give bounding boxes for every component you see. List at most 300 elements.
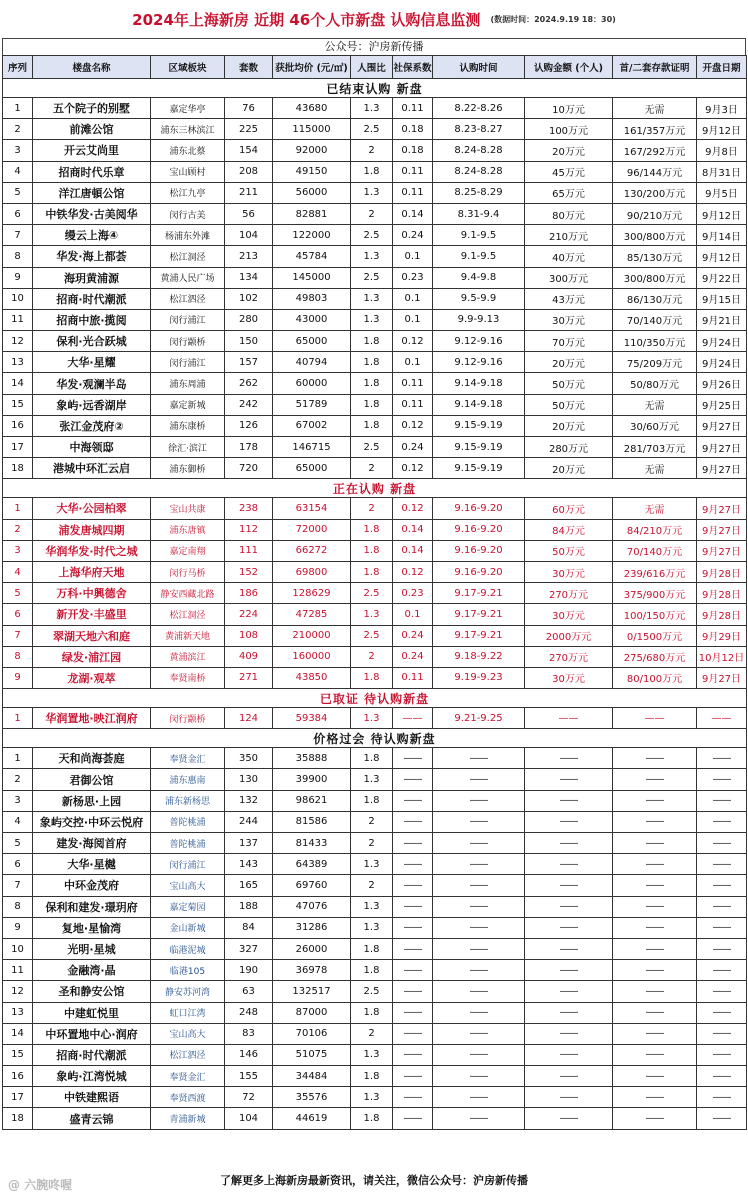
table-cell: 0.1 bbox=[393, 288, 433, 309]
table-cell: 1.8 bbox=[351, 1066, 393, 1087]
table-cell: 262 bbox=[225, 373, 273, 394]
table-cell: 翠湖天地六和庭 bbox=[33, 625, 151, 646]
table-cell: 36978 bbox=[273, 960, 351, 981]
table-cell: 157 bbox=[225, 352, 273, 373]
table-cell: 9月3日 bbox=[697, 98, 747, 119]
dash-cell: —— bbox=[697, 811, 747, 832]
table-cell: 6 bbox=[3, 604, 33, 625]
dash-cell: —— bbox=[433, 1066, 525, 1087]
table-cell: 1.3 bbox=[351, 708, 393, 729]
table-cell: 160000 bbox=[273, 646, 351, 667]
table-cell: 1.3 bbox=[351, 246, 393, 267]
table-cell: 244 bbox=[225, 811, 273, 832]
table-cell: 300/800万元 bbox=[613, 225, 697, 246]
table-cell: 闵行浦江 bbox=[151, 352, 225, 373]
table-row bbox=[3, 246, 747, 267]
dash-cell: —— bbox=[697, 917, 747, 938]
dash-cell: —— bbox=[697, 833, 747, 854]
dash-cell: —— bbox=[433, 960, 525, 981]
table-cell: 9月27日 bbox=[697, 458, 747, 479]
table-cell: 8.31-9.4 bbox=[433, 203, 525, 224]
dash-cell: —— bbox=[433, 938, 525, 959]
table-cell: 宝山高大 bbox=[151, 1023, 225, 1044]
table-cell: 82881 bbox=[273, 203, 351, 224]
table-row bbox=[3, 1087, 747, 1108]
table-cell: 35576 bbox=[273, 1087, 351, 1108]
table-cell: 松江九亭 bbox=[151, 182, 225, 203]
table-cell: 象屿·江湾悦城 bbox=[33, 1066, 151, 1087]
table-row bbox=[3, 769, 747, 790]
table-cell: 嘉定南翔 bbox=[151, 540, 225, 561]
table-cell: —— bbox=[525, 708, 613, 729]
table-cell: 17 bbox=[3, 1087, 33, 1108]
footer-note: 了解更多上海新房最新资讯，请关注，微信公众号：沪房新传播 bbox=[220, 1174, 528, 1187]
table-cell: 9 bbox=[3, 667, 33, 688]
table-cell: 4 bbox=[3, 561, 33, 582]
table-cell: 闵行马桥 bbox=[151, 561, 225, 582]
table-cell: 1.3 bbox=[351, 917, 393, 938]
table-cell: 154 bbox=[225, 140, 273, 161]
table-cell: 9 bbox=[3, 917, 33, 938]
table-cell: 招商·时代潮派 bbox=[33, 1044, 151, 1065]
table-cell: 18 bbox=[3, 458, 33, 479]
table-cell: 9月24日 bbox=[697, 352, 747, 373]
table-cell: 9.17-9.21 bbox=[433, 625, 525, 646]
table-cell: 9.16-9.20 bbox=[433, 540, 525, 561]
table-cell: 宝山顾村 bbox=[151, 161, 225, 182]
table-cell: 华发·海上都荟 bbox=[33, 246, 151, 267]
header-cell: 认购时间 bbox=[433, 56, 525, 79]
dash-cell: —— bbox=[697, 938, 747, 959]
table-cell: 178 bbox=[225, 437, 273, 458]
table-cell: 浦东三林滨江 bbox=[151, 119, 225, 140]
table-cell: 光明·星城 bbox=[33, 938, 151, 959]
dash-cell: —— bbox=[433, 981, 525, 1002]
table-cell: 30万元 bbox=[525, 667, 613, 688]
table-cell: 0.12 bbox=[393, 415, 433, 436]
table-cell: 12 bbox=[3, 981, 33, 1002]
table-cell: 72 bbox=[225, 1087, 273, 1108]
table-cell: 9.5-9.9 bbox=[433, 288, 525, 309]
section-title: 价格过会 待认购新盘 bbox=[3, 729, 747, 748]
header-cell: 开盘日期 bbox=[697, 56, 747, 79]
table-row bbox=[3, 98, 747, 119]
table-row bbox=[3, 352, 747, 373]
table-row bbox=[3, 917, 747, 938]
table-cell: —— bbox=[393, 708, 433, 729]
table-cell: 华润华发·时代之城 bbox=[33, 540, 151, 561]
table-cell: 70106 bbox=[273, 1023, 351, 1044]
dash-cell: —— bbox=[613, 833, 697, 854]
dash-cell: —— bbox=[433, 769, 525, 790]
dash-cell: —— bbox=[393, 938, 433, 959]
table-cell: 8.24-8.28 bbox=[433, 140, 525, 161]
table-cell: 145000 bbox=[273, 267, 351, 288]
table-cell: 8.23-8.27 bbox=[433, 119, 525, 140]
table-row bbox=[3, 203, 747, 224]
table-cell: 65000 bbox=[273, 458, 351, 479]
table-cell: 50/80万元 bbox=[613, 373, 697, 394]
dash-cell: —— bbox=[525, 748, 613, 769]
table-cell: 9.4-9.8 bbox=[433, 267, 525, 288]
table-row bbox=[3, 331, 747, 352]
table-cell: 1.3 bbox=[351, 182, 393, 203]
table-cell: 9月5日 bbox=[697, 182, 747, 203]
table-row bbox=[3, 519, 747, 540]
table-cell: 0.1 bbox=[393, 246, 433, 267]
table-cell: 208 bbox=[225, 161, 273, 182]
table-cell: 67002 bbox=[273, 415, 351, 436]
table-cell: 1.8 bbox=[351, 748, 393, 769]
dash-cell: —— bbox=[433, 1044, 525, 1065]
listing-table bbox=[2, 55, 747, 1130]
table-cell: 44619 bbox=[273, 1108, 351, 1129]
table-cell: 闵行颛桥 bbox=[151, 331, 225, 352]
dash-cell: —— bbox=[613, 1087, 697, 1108]
section-title: 已结束认购 新盘 bbox=[3, 79, 747, 98]
table-cell: 47076 bbox=[273, 896, 351, 917]
table-cell: 66272 bbox=[273, 540, 351, 561]
table-cell: 虹口江湾 bbox=[151, 1002, 225, 1023]
table-cell: 104 bbox=[225, 1108, 273, 1129]
table-cell: 8 bbox=[3, 646, 33, 667]
table-cell: 临港泥城 bbox=[151, 938, 225, 959]
table-row bbox=[3, 811, 747, 832]
table-cell: 15 bbox=[3, 394, 33, 415]
table-cell: 静安苏河湾 bbox=[151, 981, 225, 1002]
header-cell: 套数 bbox=[225, 56, 273, 79]
table-cell: 4 bbox=[3, 161, 33, 182]
table-cell: 211 bbox=[225, 182, 273, 203]
table-cell: 20万元 bbox=[525, 140, 613, 161]
table-cell: 闵行颛桥 bbox=[151, 708, 225, 729]
dash-cell: —— bbox=[613, 896, 697, 917]
dash-cell: —— bbox=[433, 790, 525, 811]
table-cell: 10万元 bbox=[525, 98, 613, 119]
table-cell: 150 bbox=[225, 331, 273, 352]
table-cell: 122000 bbox=[273, 225, 351, 246]
dash-cell: —— bbox=[525, 875, 613, 896]
dash-cell: —— bbox=[613, 811, 697, 832]
table-cell: 松江泗泾 bbox=[151, 288, 225, 309]
table-cell: 7 bbox=[3, 875, 33, 896]
section-header-row bbox=[3, 689, 747, 708]
dash-cell: —— bbox=[613, 938, 697, 959]
table-cell: 10 bbox=[3, 938, 33, 959]
table-cell: 8.22-8.26 bbox=[433, 98, 525, 119]
table-cell: 9.14-9.18 bbox=[433, 373, 525, 394]
dash-cell: —— bbox=[525, 1023, 613, 1044]
table-cell: 69760 bbox=[273, 875, 351, 896]
dash-cell: —— bbox=[393, 1044, 433, 1065]
table-row bbox=[3, 896, 747, 917]
table-cell: 100万元 bbox=[525, 119, 613, 140]
table-cell: 143 bbox=[225, 854, 273, 875]
table-cell: 98621 bbox=[273, 790, 351, 811]
table-cell: 杨浦东外滩 bbox=[151, 225, 225, 246]
table-cell: 248 bbox=[225, 1002, 273, 1023]
table-cell: 2.5 bbox=[351, 225, 393, 246]
table-cell: 9月27日 bbox=[697, 540, 747, 561]
table-cell: 86/130万元 bbox=[613, 288, 697, 309]
table-cell: 40万元 bbox=[525, 246, 613, 267]
table-cell: 20万元 bbox=[525, 352, 613, 373]
table-cell: 130/200万元 bbox=[613, 182, 697, 203]
table-cell: 浦东康桥 bbox=[151, 415, 225, 436]
table-cell: 3 bbox=[3, 140, 33, 161]
dash-cell: —— bbox=[697, 790, 747, 811]
table-cell: 300/800万元 bbox=[613, 267, 697, 288]
dash-cell: —— bbox=[613, 1066, 697, 1087]
table-cell: 0.24 bbox=[393, 625, 433, 646]
table-cell: 0.23 bbox=[393, 583, 433, 604]
table-cell: 409 bbox=[225, 646, 273, 667]
table-cell: 0.23 bbox=[393, 267, 433, 288]
table-cell: 圣和静安公馆 bbox=[33, 981, 151, 1002]
table-cell: 6 bbox=[3, 854, 33, 875]
table-cell: 浦东周浦 bbox=[151, 373, 225, 394]
section-header-row bbox=[3, 79, 747, 98]
header-cell: 获批均价 (元/㎡) bbox=[273, 56, 351, 79]
table-cell: 1.3 bbox=[351, 769, 393, 790]
table-cell: 闵行浦江 bbox=[151, 309, 225, 330]
dash-cell: —— bbox=[613, 854, 697, 875]
table-cell: 110/350万元 bbox=[613, 331, 697, 352]
table-row bbox=[3, 415, 747, 436]
table-cell: 72000 bbox=[273, 519, 351, 540]
header-cell: 序列 bbox=[3, 56, 33, 79]
dash-cell: —— bbox=[613, 1108, 697, 1129]
table-cell: 0.11 bbox=[393, 161, 433, 182]
table-cell: 132 bbox=[225, 790, 273, 811]
table-cell: 0.11 bbox=[393, 373, 433, 394]
table-cell: 9.15-9.19 bbox=[433, 415, 525, 436]
dash-cell: —— bbox=[433, 811, 525, 832]
dash-cell: —— bbox=[697, 896, 747, 917]
table-cell: 104 bbox=[225, 225, 273, 246]
table-cell: 9.17-9.21 bbox=[433, 583, 525, 604]
table-cell: 0.24 bbox=[393, 646, 433, 667]
table-cell: 9月22日 bbox=[697, 267, 747, 288]
table-cell: 0.12 bbox=[393, 561, 433, 582]
table-cell: 建发·海阅首府 bbox=[33, 833, 151, 854]
table-cell: 大华·公园柏翠 bbox=[33, 498, 151, 519]
table-cell: 9.16-9.20 bbox=[433, 561, 525, 582]
table-cell: 84/210万元 bbox=[613, 519, 697, 540]
table-cell: 1 bbox=[3, 708, 33, 729]
table-row bbox=[3, 583, 747, 604]
table-cell: 1.8 bbox=[351, 373, 393, 394]
table-cell: 5 bbox=[3, 182, 33, 203]
dash-cell: —— bbox=[393, 1023, 433, 1044]
table-cell: 海玥黄浦源 bbox=[33, 267, 151, 288]
table-cell: 0.1 bbox=[393, 604, 433, 625]
table-cell: 0.11 bbox=[393, 394, 433, 415]
dash-cell: —— bbox=[433, 896, 525, 917]
table-cell: 49803 bbox=[273, 288, 351, 309]
table-cell: 30万元 bbox=[525, 604, 613, 625]
table-cell: 1.3 bbox=[351, 1087, 393, 1108]
table-cell: 浦东新杨思 bbox=[151, 790, 225, 811]
table-cell: 242 bbox=[225, 394, 273, 415]
table-cell: 1.3 bbox=[351, 604, 393, 625]
table-cell: 9.16-9.20 bbox=[433, 519, 525, 540]
table-cell: 10月12日 bbox=[697, 646, 747, 667]
table-cell: 161/357万元 bbox=[613, 119, 697, 140]
table-row bbox=[3, 309, 747, 330]
table-cell: 6 bbox=[3, 203, 33, 224]
table-cell: 80/100万元 bbox=[613, 667, 697, 688]
table-cell: 1.3 bbox=[351, 854, 393, 875]
table-cell: 宝山高大 bbox=[151, 875, 225, 896]
table-cell: 1.8 bbox=[351, 667, 393, 688]
table-cell: 65万元 bbox=[525, 182, 613, 203]
table-cell: 132517 bbox=[273, 981, 351, 1002]
table-cell: —— bbox=[697, 708, 747, 729]
table-cell: 14 bbox=[3, 1023, 33, 1044]
table-cell: 金山新城 bbox=[151, 917, 225, 938]
dash-cell: —— bbox=[525, 917, 613, 938]
table-cell: 0.24 bbox=[393, 225, 433, 246]
table-cell: 绿发·浦江园 bbox=[33, 646, 151, 667]
table-cell: 2 bbox=[351, 811, 393, 832]
table-cell: 4 bbox=[3, 811, 33, 832]
dash-cell: —— bbox=[433, 1002, 525, 1023]
table-cell: 130 bbox=[225, 769, 273, 790]
table-row bbox=[3, 394, 747, 415]
table-row bbox=[3, 161, 747, 182]
table-cell: 210000 bbox=[273, 625, 351, 646]
table-cell: 9月26日 bbox=[697, 373, 747, 394]
table-cell: 2 bbox=[351, 833, 393, 854]
table-cell: 9.12-9.16 bbox=[433, 331, 525, 352]
table-cell: 0.1 bbox=[393, 352, 433, 373]
table-cell: 0.14 bbox=[393, 203, 433, 224]
table-cell: 9月27日 bbox=[697, 437, 747, 458]
table-cell: 17 bbox=[3, 437, 33, 458]
table-cell: 16 bbox=[3, 1066, 33, 1087]
dash-cell: —— bbox=[433, 833, 525, 854]
dash-cell: —— bbox=[525, 769, 613, 790]
header-cell: 社保系数 bbox=[393, 56, 433, 79]
table-cell: 象屿交控·中环云悦府 bbox=[33, 811, 151, 832]
table-cell: 188 bbox=[225, 896, 273, 917]
table-cell: 1.8 bbox=[351, 1002, 393, 1023]
table-cell: 76 bbox=[225, 98, 273, 119]
table-cell: 中建虹悦里 bbox=[33, 1002, 151, 1023]
table-cell: 146715 bbox=[273, 437, 351, 458]
table-cell: 2 bbox=[351, 498, 393, 519]
table-row bbox=[3, 646, 747, 667]
table-cell: 13 bbox=[3, 1002, 33, 1023]
dash-cell: —— bbox=[697, 1087, 747, 1108]
table-row bbox=[3, 1044, 747, 1065]
dash-cell: —— bbox=[525, 854, 613, 875]
table-cell: 2 bbox=[351, 140, 393, 161]
table-cell: 普陀桃浦 bbox=[151, 811, 225, 832]
table-cell: 9月12日 bbox=[697, 119, 747, 140]
table-cell: 30/60万元 bbox=[613, 415, 697, 436]
table-cell: 85/130万元 bbox=[613, 246, 697, 267]
table-row bbox=[3, 625, 747, 646]
table-cell: 9月28日 bbox=[697, 561, 747, 582]
table-cell: 90/210万元 bbox=[613, 203, 697, 224]
table-cell: 1.8 bbox=[351, 960, 393, 981]
table-cell: 9.19-9.23 bbox=[433, 667, 525, 688]
table-cell: 26000 bbox=[273, 938, 351, 959]
table-cell: 1.8 bbox=[351, 938, 393, 959]
table-cell: 闵行古美 bbox=[151, 203, 225, 224]
table-cell: 华发·观澜半岛 bbox=[33, 373, 151, 394]
dash-cell: —— bbox=[393, 811, 433, 832]
table-cell: 270万元 bbox=[525, 646, 613, 667]
table-cell: 2 bbox=[351, 203, 393, 224]
table-row bbox=[3, 373, 747, 394]
dash-cell: —— bbox=[393, 1002, 433, 1023]
table-cell: 5 bbox=[3, 833, 33, 854]
table-cell: 2.5 bbox=[351, 267, 393, 288]
table-cell: 126 bbox=[225, 415, 273, 436]
table-cell: 9月12日 bbox=[697, 203, 747, 224]
table-cell: 11 bbox=[3, 309, 33, 330]
table-cell: 34484 bbox=[273, 1066, 351, 1087]
table-cell: 1.3 bbox=[351, 309, 393, 330]
table-cell: 720 bbox=[225, 458, 273, 479]
table-cell: 39900 bbox=[273, 769, 351, 790]
dash-cell: —— bbox=[525, 1108, 613, 1129]
table-cell: 43680 bbox=[273, 98, 351, 119]
dash-cell: —— bbox=[433, 1108, 525, 1129]
table-cell: 临港105 bbox=[151, 960, 225, 981]
table-cell: 275/680万元 bbox=[613, 646, 697, 667]
table-row bbox=[3, 1002, 747, 1023]
table-cell: 16 bbox=[3, 415, 33, 436]
table-cell: 无需 bbox=[613, 98, 697, 119]
dash-cell: —— bbox=[525, 1044, 613, 1065]
table-cell: 84 bbox=[225, 917, 273, 938]
table-row bbox=[3, 938, 747, 959]
table-row bbox=[3, 833, 747, 854]
table-cell: 87000 bbox=[273, 1002, 351, 1023]
table-cell: 81586 bbox=[273, 811, 351, 832]
dash-cell: —— bbox=[393, 769, 433, 790]
table-row bbox=[3, 458, 747, 479]
table-cell: 12 bbox=[3, 331, 33, 352]
dash-cell: —— bbox=[613, 1002, 697, 1023]
table-cell: 81433 bbox=[273, 833, 351, 854]
table-cell: 280 bbox=[225, 309, 273, 330]
dash-cell: —— bbox=[697, 1002, 747, 1023]
dash-cell: —— bbox=[433, 1087, 525, 1108]
table-cell: 9月29日 bbox=[697, 625, 747, 646]
table-cell: 60000 bbox=[273, 373, 351, 394]
table-cell: 9月27日 bbox=[697, 667, 747, 688]
header-cell: 人围比 bbox=[351, 56, 393, 79]
dash-cell: —— bbox=[393, 960, 433, 981]
table-cell: 2.5 bbox=[351, 625, 393, 646]
table-row bbox=[3, 875, 747, 896]
table-cell: 14 bbox=[3, 373, 33, 394]
table-cell: 新开发·丰盛里 bbox=[33, 604, 151, 625]
table-cell: 271 bbox=[225, 667, 273, 688]
dash-cell: —— bbox=[525, 1087, 613, 1108]
table-cell: 0.12 bbox=[393, 498, 433, 519]
section-header-row bbox=[3, 479, 747, 498]
table-cell: 0.24 bbox=[393, 437, 433, 458]
table-cell: 2 bbox=[351, 646, 393, 667]
table-cell: 186 bbox=[225, 583, 273, 604]
table-cell: 350 bbox=[225, 748, 273, 769]
